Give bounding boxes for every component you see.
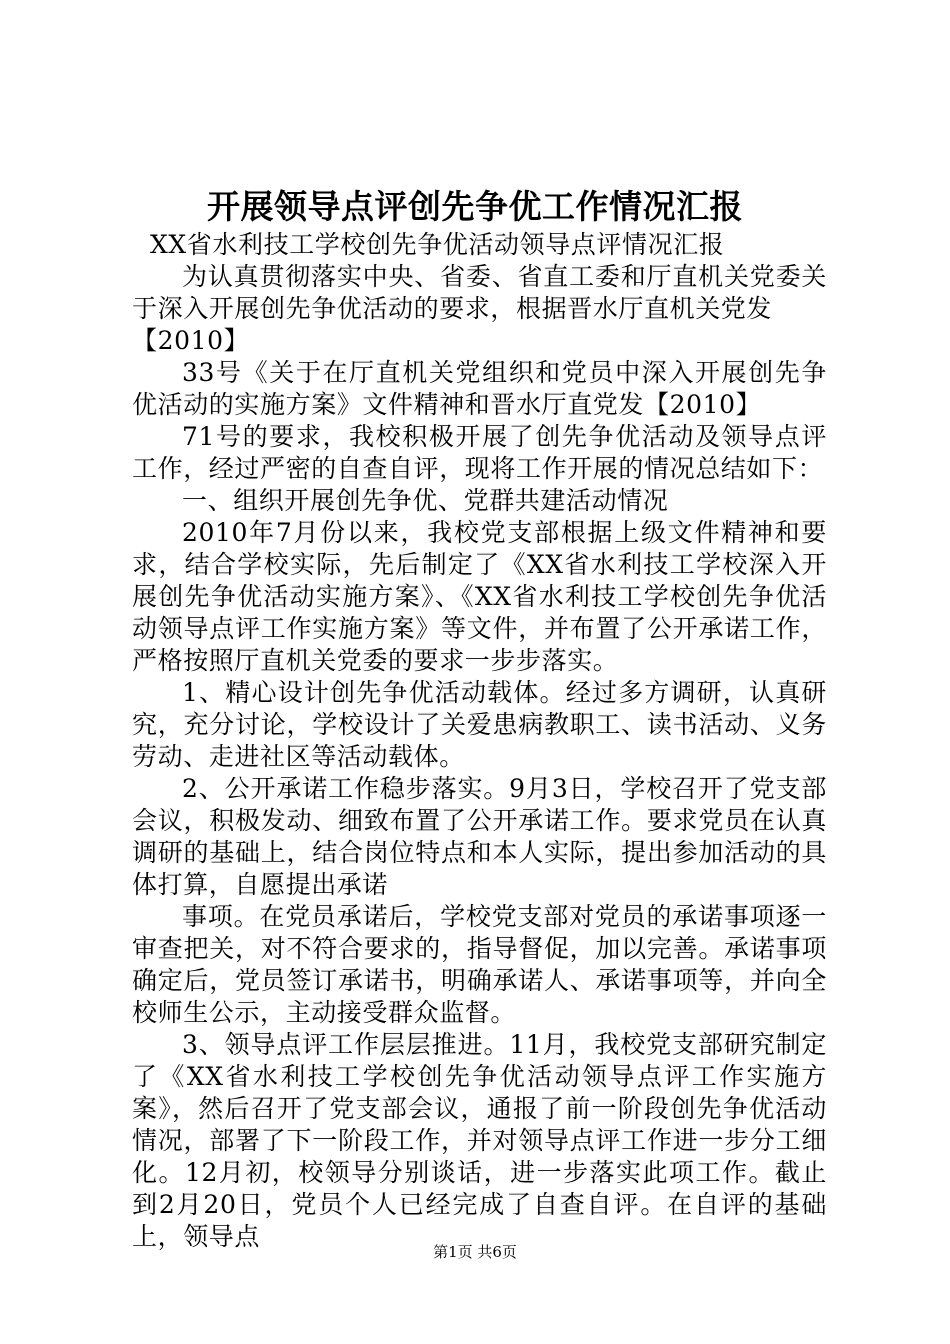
subtitle-paragraph: XX省水利技工学校创先争优活动领导点评情况汇报 [150,230,725,259]
body-paragraph: 2010年7月份以来，我校党支部根据上级文件精神和要求，结合学校实际，先后制定了《XX省水利技工学校深入开展创先争优活动实施方案》、《XX省水利技工学校创先争优活动领导点评工作实施方案》等文件，并布置了公开承诺工作，严格按照厅直机关党委的要求一步步落实。 [132,518,827,675]
body-paragraph: 3、领导点评工作层层推进。11月，我校党支部研究制定了《XX省水利技工学校创先争优活动领导点评工作实施方案》，然后召开了党支部会议，通报了前一阶段创先争优活动情况，部署了下一阶段工作，并对领导点评工作进一步分工细化。12月初，校领导分别谈话，进一步落实此项工作。截止到2月20日，党员个人已经完成了自查自评。在自评的基础上，领导点 [132,1030,827,1251]
document-title: 开展领导点评创先争优工作情况汇报 [207,187,743,226]
document-body [132,229,827,1253]
body-paragraph: 【2010】 [132,326,250,355]
page-number: 第1页 共6页 [433,1243,517,1261]
body-paragraph: 1、精心设计创先争优活动载体。经过多方调研，认真研究，充分讨论，学校设计了关爱患病教职工、读书活动、义务劳动、走进社区等活动载体。 [132,678,827,771]
section-heading: 一、组织开展创先争优、党群共建活动情况 [182,486,669,515]
body-paragraph: 为认真贯彻落实中央、省委、省直工委和厅直机关党委关于深入开展创先争优活动的要求，根据晋水厅直机关党发 [132,262,827,323]
body-paragraph: 2、公开承诺工作稳步落实。9月3日，学校召开了党支部会议，积极发动、细致布置了公开承诺工作。要求党员在认真调研的基础上，结合岗位特点和本人实际，提出参加活动的具体打算，自愿提出承诺 [132,774,827,899]
body-paragraph: 事项。在党员承诺后，学校党支部对党员的承诺事项逐一审查把关，对不符合要求的，指导督促，加以完善。承诺事项确定后，党员签订承诺书，明确承诺人、承诺事项等，并向全校师生公示，主动接受群众监督。 [132,902,827,1027]
body-paragraph: 71号的要求，我校积极开展了创先争优活动及领导点评工作，经过严密的自查自评，现将工作开展的情况总结如下： [132,422,827,483]
body-paragraph: 33号《关于在厅直机关党组织和党员中深入开展创先争优活动的实施方案》文件精神和晋水厅直党发【2010】 [132,358,827,419]
